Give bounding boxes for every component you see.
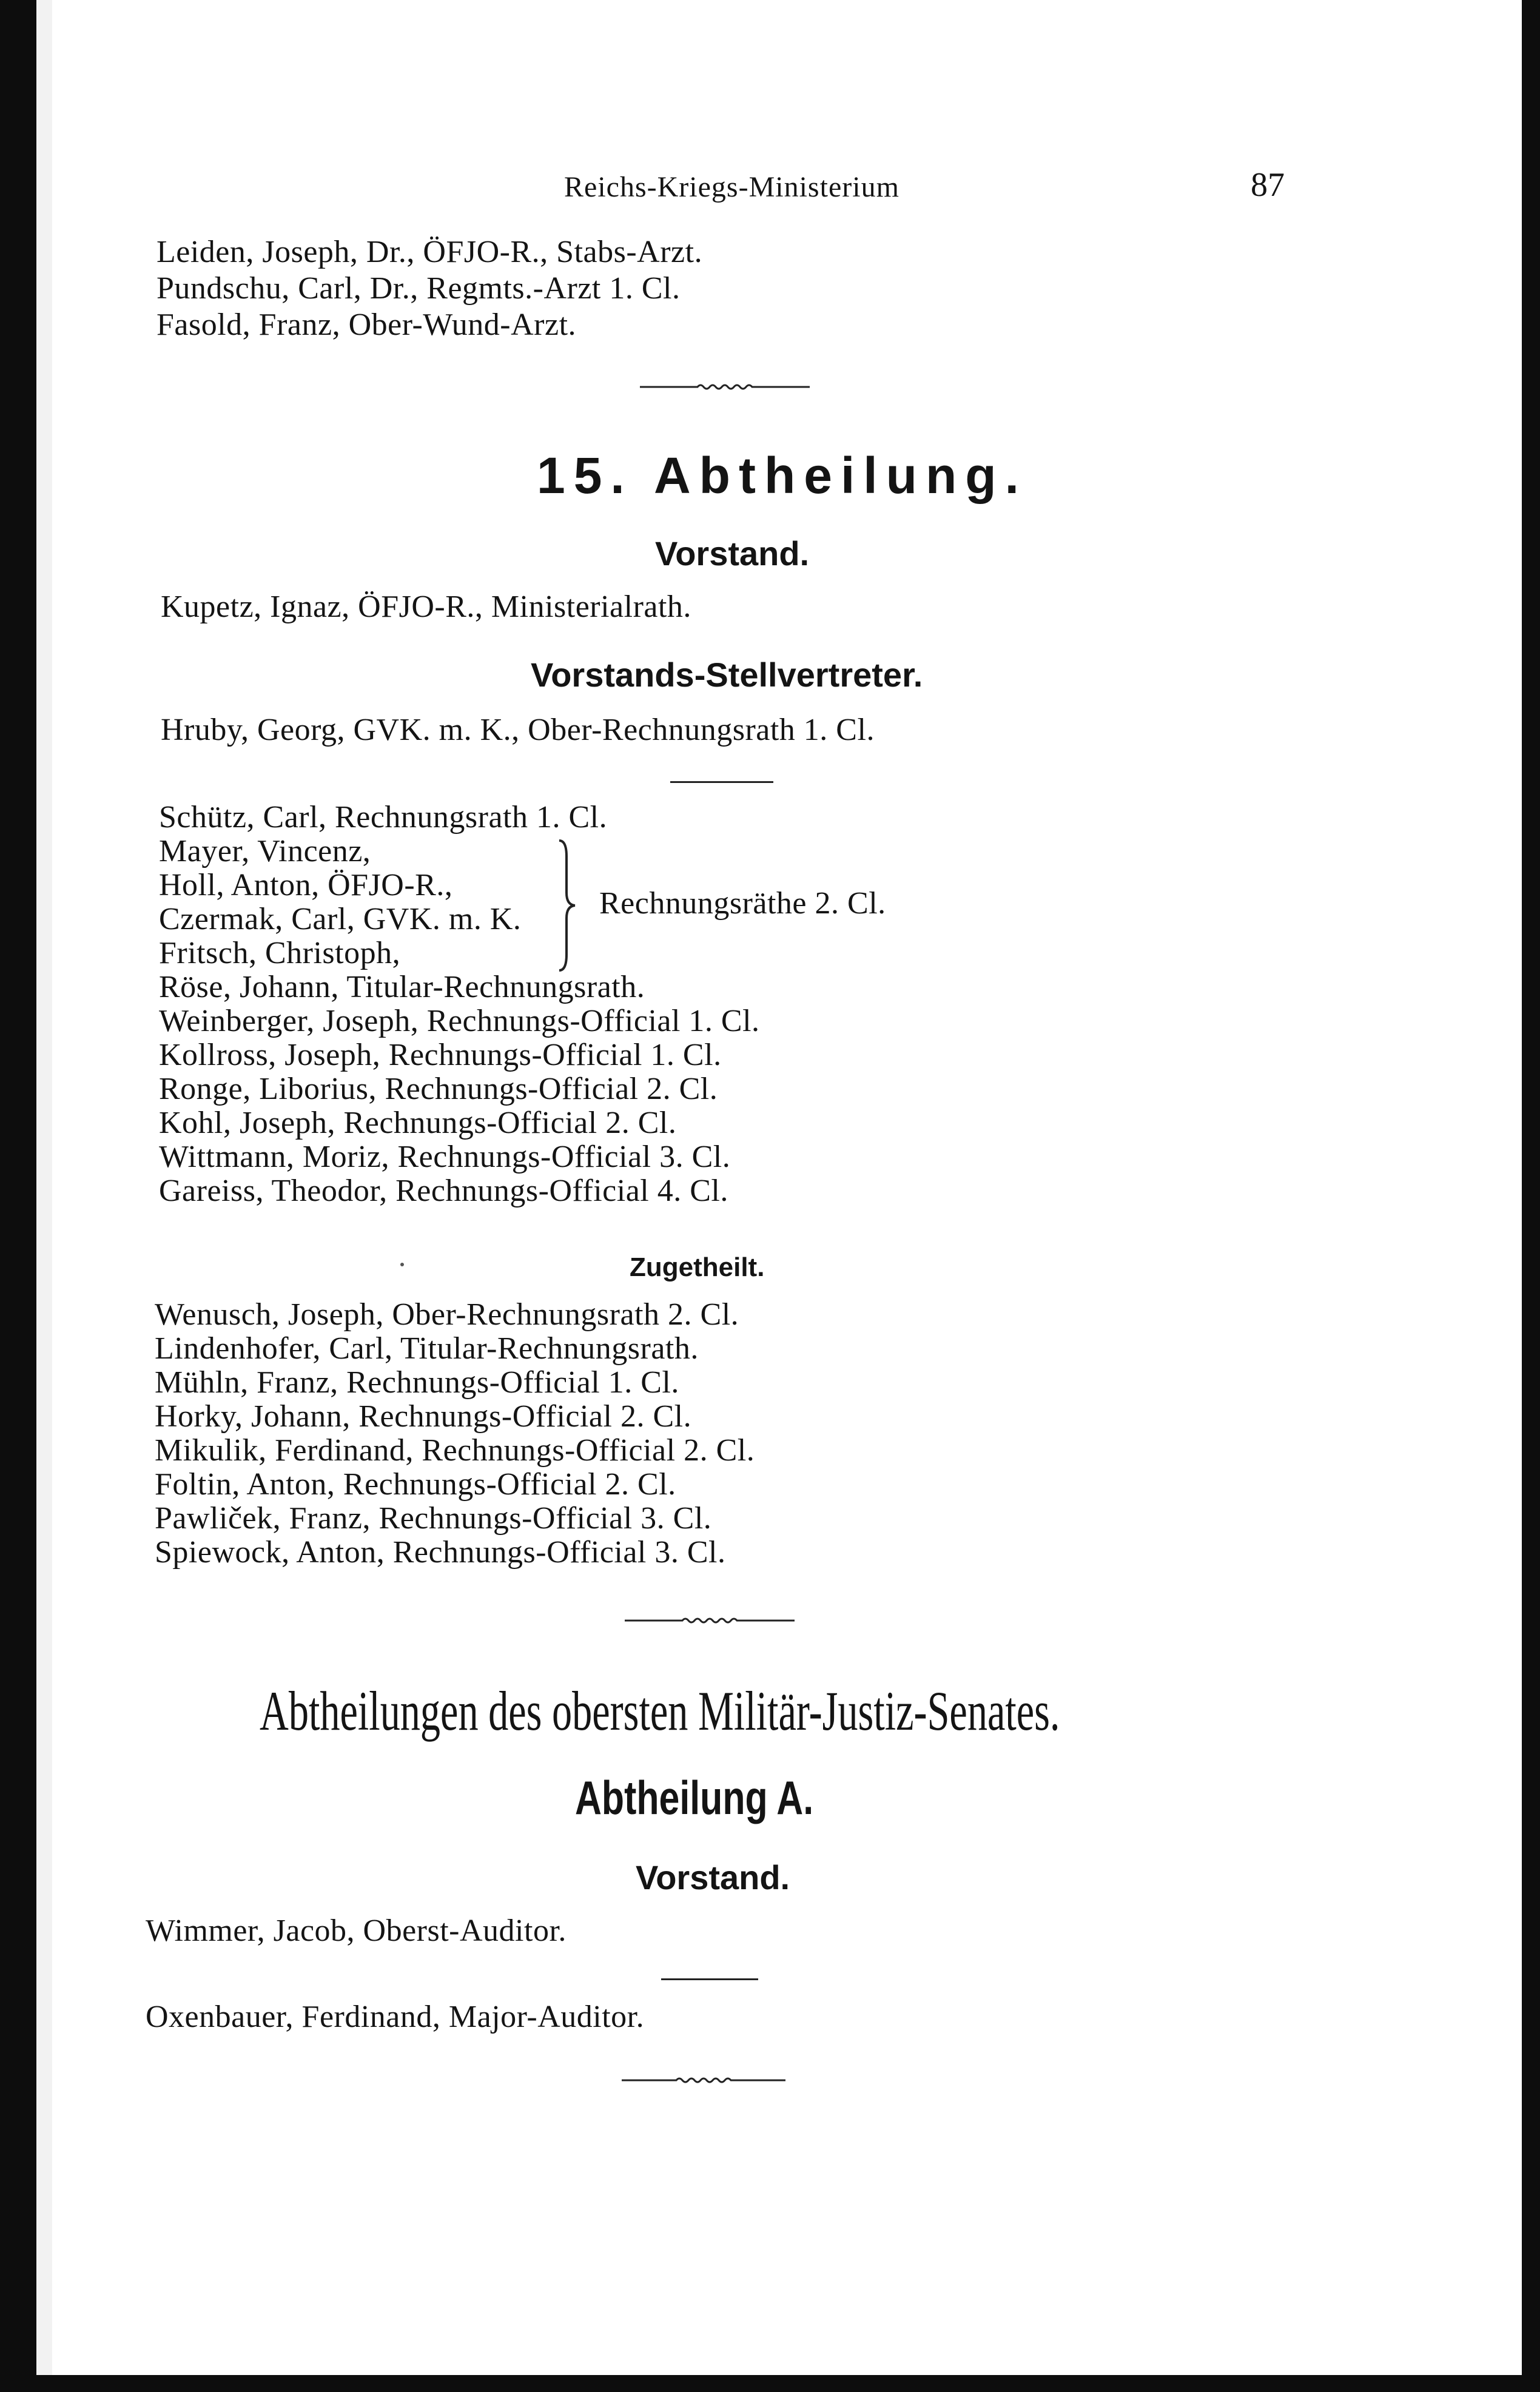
stellvertreter-heading: Vorstands-Stellvertreter. xyxy=(531,656,923,694)
page-number: 87 xyxy=(1251,166,1285,204)
ornamental-divider xyxy=(640,381,810,393)
zugetheilt-entry: Spiewock, Anton, Rechnungs-Official 3. Cl. xyxy=(155,1535,726,1570)
member-entry: Schütz, Carl, Rechnungsrath 1. Cl. xyxy=(159,800,608,835)
entry-line: Leiden, Joseph, Dr., ÖFJO-R., Stabs-Arzt. xyxy=(156,235,703,269)
member-entry: Gareiss, Theodor, Rechnungs-Official 4. Cl. xyxy=(159,1174,728,1208)
vorstand-entry: Wimmer, Jacob, Oberst-Auditor. xyxy=(146,1913,567,1948)
zugetheilt-entry: Lindenhofer, Carl, Titular-Rechnungsrath. xyxy=(155,1331,699,1366)
member-entry: Oxenbauer, Ferdinand, Major-Auditor. xyxy=(146,2000,645,2034)
member-entry: Fritsch, Christoph, xyxy=(159,936,401,970)
chapter-title: Abtheilungen des obersten Militär-Justiz-Senates. xyxy=(260,1680,1060,1742)
zugetheilt-entry: Wenusch, Joseph, Ober-Rechnungsrath 2. Cl. xyxy=(155,1297,739,1332)
member-entry: Ronge, Liborius, Rechnungs-Official 2. Cl. xyxy=(159,1072,718,1106)
section-title: 15. Abtheilung. xyxy=(537,447,1027,504)
zugetheilt-entry: Horky, Johann, Rechnungs-Official 2. Cl. xyxy=(155,1399,692,1434)
zugetheilt-entry: Mikulik, Ferdinand, Rechnungs-Official 2. Cl. xyxy=(155,1433,755,1468)
divider-rule xyxy=(661,1978,758,1980)
vorstand-heading: Vorstand. xyxy=(636,1858,790,1896)
scan-edge-bottom xyxy=(0,2375,1540,2392)
scan-edge-right xyxy=(1522,0,1540,2392)
zugetheilt-entry: Mühln, Franz, Rechnungs-Official 1. Cl. xyxy=(155,1365,679,1400)
member-entry: Röse, Johann, Titular-Rechnungsrath. xyxy=(159,970,645,1004)
ornamental-divider xyxy=(622,2074,785,2086)
stellvertreter-entry: Hruby, Georg, GVK. m. K., Ober-Rechnungsrath 1. Cl. xyxy=(161,713,875,747)
brace-label: Rechnungsräthe 2. Cl. xyxy=(599,886,886,921)
zugetheilt-entry: Pawliček, Franz, Rechnungs-Official 3. Cl. xyxy=(155,1501,712,1536)
member-entry: Mayer, Vincenz, xyxy=(159,834,371,868)
scan-edge-left xyxy=(0,0,36,2392)
vorstand-entry: Kupetz, Ignaz, ÖFJO-R., Ministerialrath. xyxy=(161,590,691,624)
subsection-title: Abtheilung A. xyxy=(575,1771,814,1824)
running-header: Reichs-Kriegs-Ministerium xyxy=(564,171,899,203)
zugetheilt-heading: Zugetheilt. xyxy=(630,1252,765,1282)
entry-line: Fasold, Franz, Ober-Wund-Arzt. xyxy=(156,307,577,342)
ornamental-divider xyxy=(625,1614,795,1627)
member-entry: Wittmann, Moriz, Rechnungs-Official 3. Cl. xyxy=(159,1140,731,1174)
print-speck xyxy=(400,1263,404,1266)
member-entry: Kollross, Joseph, Rechnungs-Official 1. Cl. xyxy=(159,1038,722,1072)
grouping-brace xyxy=(557,838,579,973)
member-entry: Holl, Anton, ÖFJO-R., xyxy=(159,868,453,902)
divider-rule xyxy=(670,781,773,783)
entry-line: Pundschu, Carl, Dr., Regmts.-Arzt 1. Cl. xyxy=(156,271,681,306)
member-entry: Czermak, Carl, GVK. m. K. xyxy=(159,902,522,936)
vorstand-heading: Vorstand. xyxy=(655,534,810,573)
member-entry: Kohl, Joseph, Rechnungs-Official 2. Cl. xyxy=(159,1106,677,1140)
zugetheilt-entry: Foltin, Anton, Rechnungs-Official 2. Cl. xyxy=(155,1467,676,1502)
member-entry: Weinberger, Joseph, Rechnungs-Official 1. Cl. xyxy=(159,1004,760,1038)
